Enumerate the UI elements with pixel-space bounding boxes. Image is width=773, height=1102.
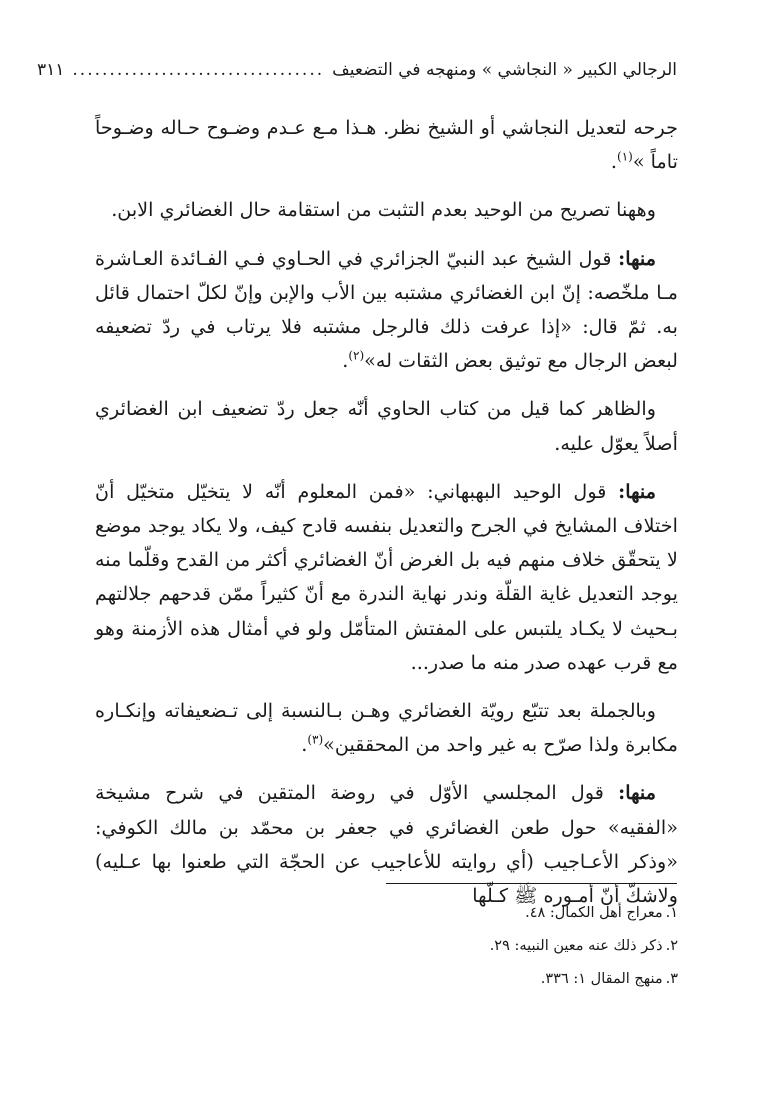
footnote [95,964,678,994]
paragraph [95,193,678,227]
page-number: ٣١١ [37,60,65,80]
paragraph-text: والظاهر كما قيل من كتاب الحاوي أنّه جعل ردّ تضعيف ابن الغضائري أصلاً يعوّل عليه. [95,397,678,455]
paragraph [95,392,678,460]
paragraph-text: وبالجملة بعد تتبّع رويّة الغضائري وهـن بـالنسبة إلى تـضعيفاته وإنكـاره مكابرة ولذا صرّح به غير واحد من المحققين» [95,699,678,757]
running-title: الرجالي الكبير « النجاشي » ومنهجه في التضعيف [332,60,677,80]
footnote-text: منهج المقال ١: ٣٣٦. [540,971,663,987]
dot-leader: .................................. [72,60,325,80]
footnote-text: ذكر ذلك عنه معين النبيه: ٢٩. [489,938,663,954]
paragraph [95,475,678,680]
footnote-ref: (٢) [348,348,365,363]
footnote [95,898,678,928]
running-head [37,60,677,90]
paragraph-tail: . [342,349,349,373]
footnote [95,931,678,961]
footnote-ref: (٣) [307,732,324,747]
paragraph-lead: منها: [618,781,656,805]
footnote-rule [386,883,677,884]
footnote-number: ١. [665,905,678,921]
footnote-number: ٣. [665,971,678,987]
paragraph [95,111,678,179]
paragraph-tail: . [301,733,308,757]
paragraph-text: قول الوحيد البهبهاني: «فمن المعلوم أنّه لا يتخيّل متخيّل أنّ اختلاف المشايخ في الجرح والتعديل بنفسه قادح كيف، ولا يكاد يوجد موضع لا يتحقّق خلاف منهم فيه بل الغرض أنّ الغضائري أكثر من القدح وقلّما منه يوجد التعديل غاية القلّة وندر نهاية الندرة مع أنّ كثيراً ممّن قدحهم جلالتهم بـحيث لا يكـاد يلتبس على المفتش المتأمّل ولو في أمثال هذه الأزمنة وهو مع قرب عهده صدر منه ما صدر... [95,479,678,674]
paragraph-lead: منها: [618,246,656,270]
footnotes [95,898,678,997]
paragraph-text: وههنا تصريح من الوحيد بعدم التثبت من استقامة حال الغضائري الابن. [111,198,656,222]
paragraph-lead: منها: [618,479,656,503]
paragraph-text: جرحه لتعديل النجاشي أو الشيخ نظر. هـذا مـع عـدم وضـوح حـاله وضـوحاً تاماً » [95,116,678,174]
footnote-number: ٢. [665,938,678,954]
paragraph-text: قول الشيخ عبد النبيّ الجزائري في الحـاوي فـي الفـائدة العـاشرة مـا ملخّصه: إنّ ابن الغضائري مشتبه بين الأب والإبن وإنّ لكلّ احتمال قائل به. ثمّ قال: «إذا عرفت ذلك فالرجل مشتبه فلا يرتاب في ردّ تضعيفه لبعض الرجال مع توثيق بعض الثقات له» [95,246,678,373]
paragraph [95,694,678,762]
paragraph [95,776,678,913]
paragraph-tail: . [610,150,618,174]
paragraph-text: قول المجلسي الأوّل في روضة المتقين في شرح مشيخة «الفقيه» حول طعن الغضائري في جعفر بن محمّد بن مالك الكوفي: «وذكر الأعـاجيب (أي روايته للأعاجيب عن الحجّة التي طعنوا بها عـليه) ولاشكّ أنّ أمـوره ﷺ كـلّها [95,781,678,908]
paragraph [95,242,678,379]
footnote-ref: (١) [617,149,633,164]
body-text [95,111,678,927]
footnote-text: معراج أهل الكمال: ٤٨. [525,905,663,921]
